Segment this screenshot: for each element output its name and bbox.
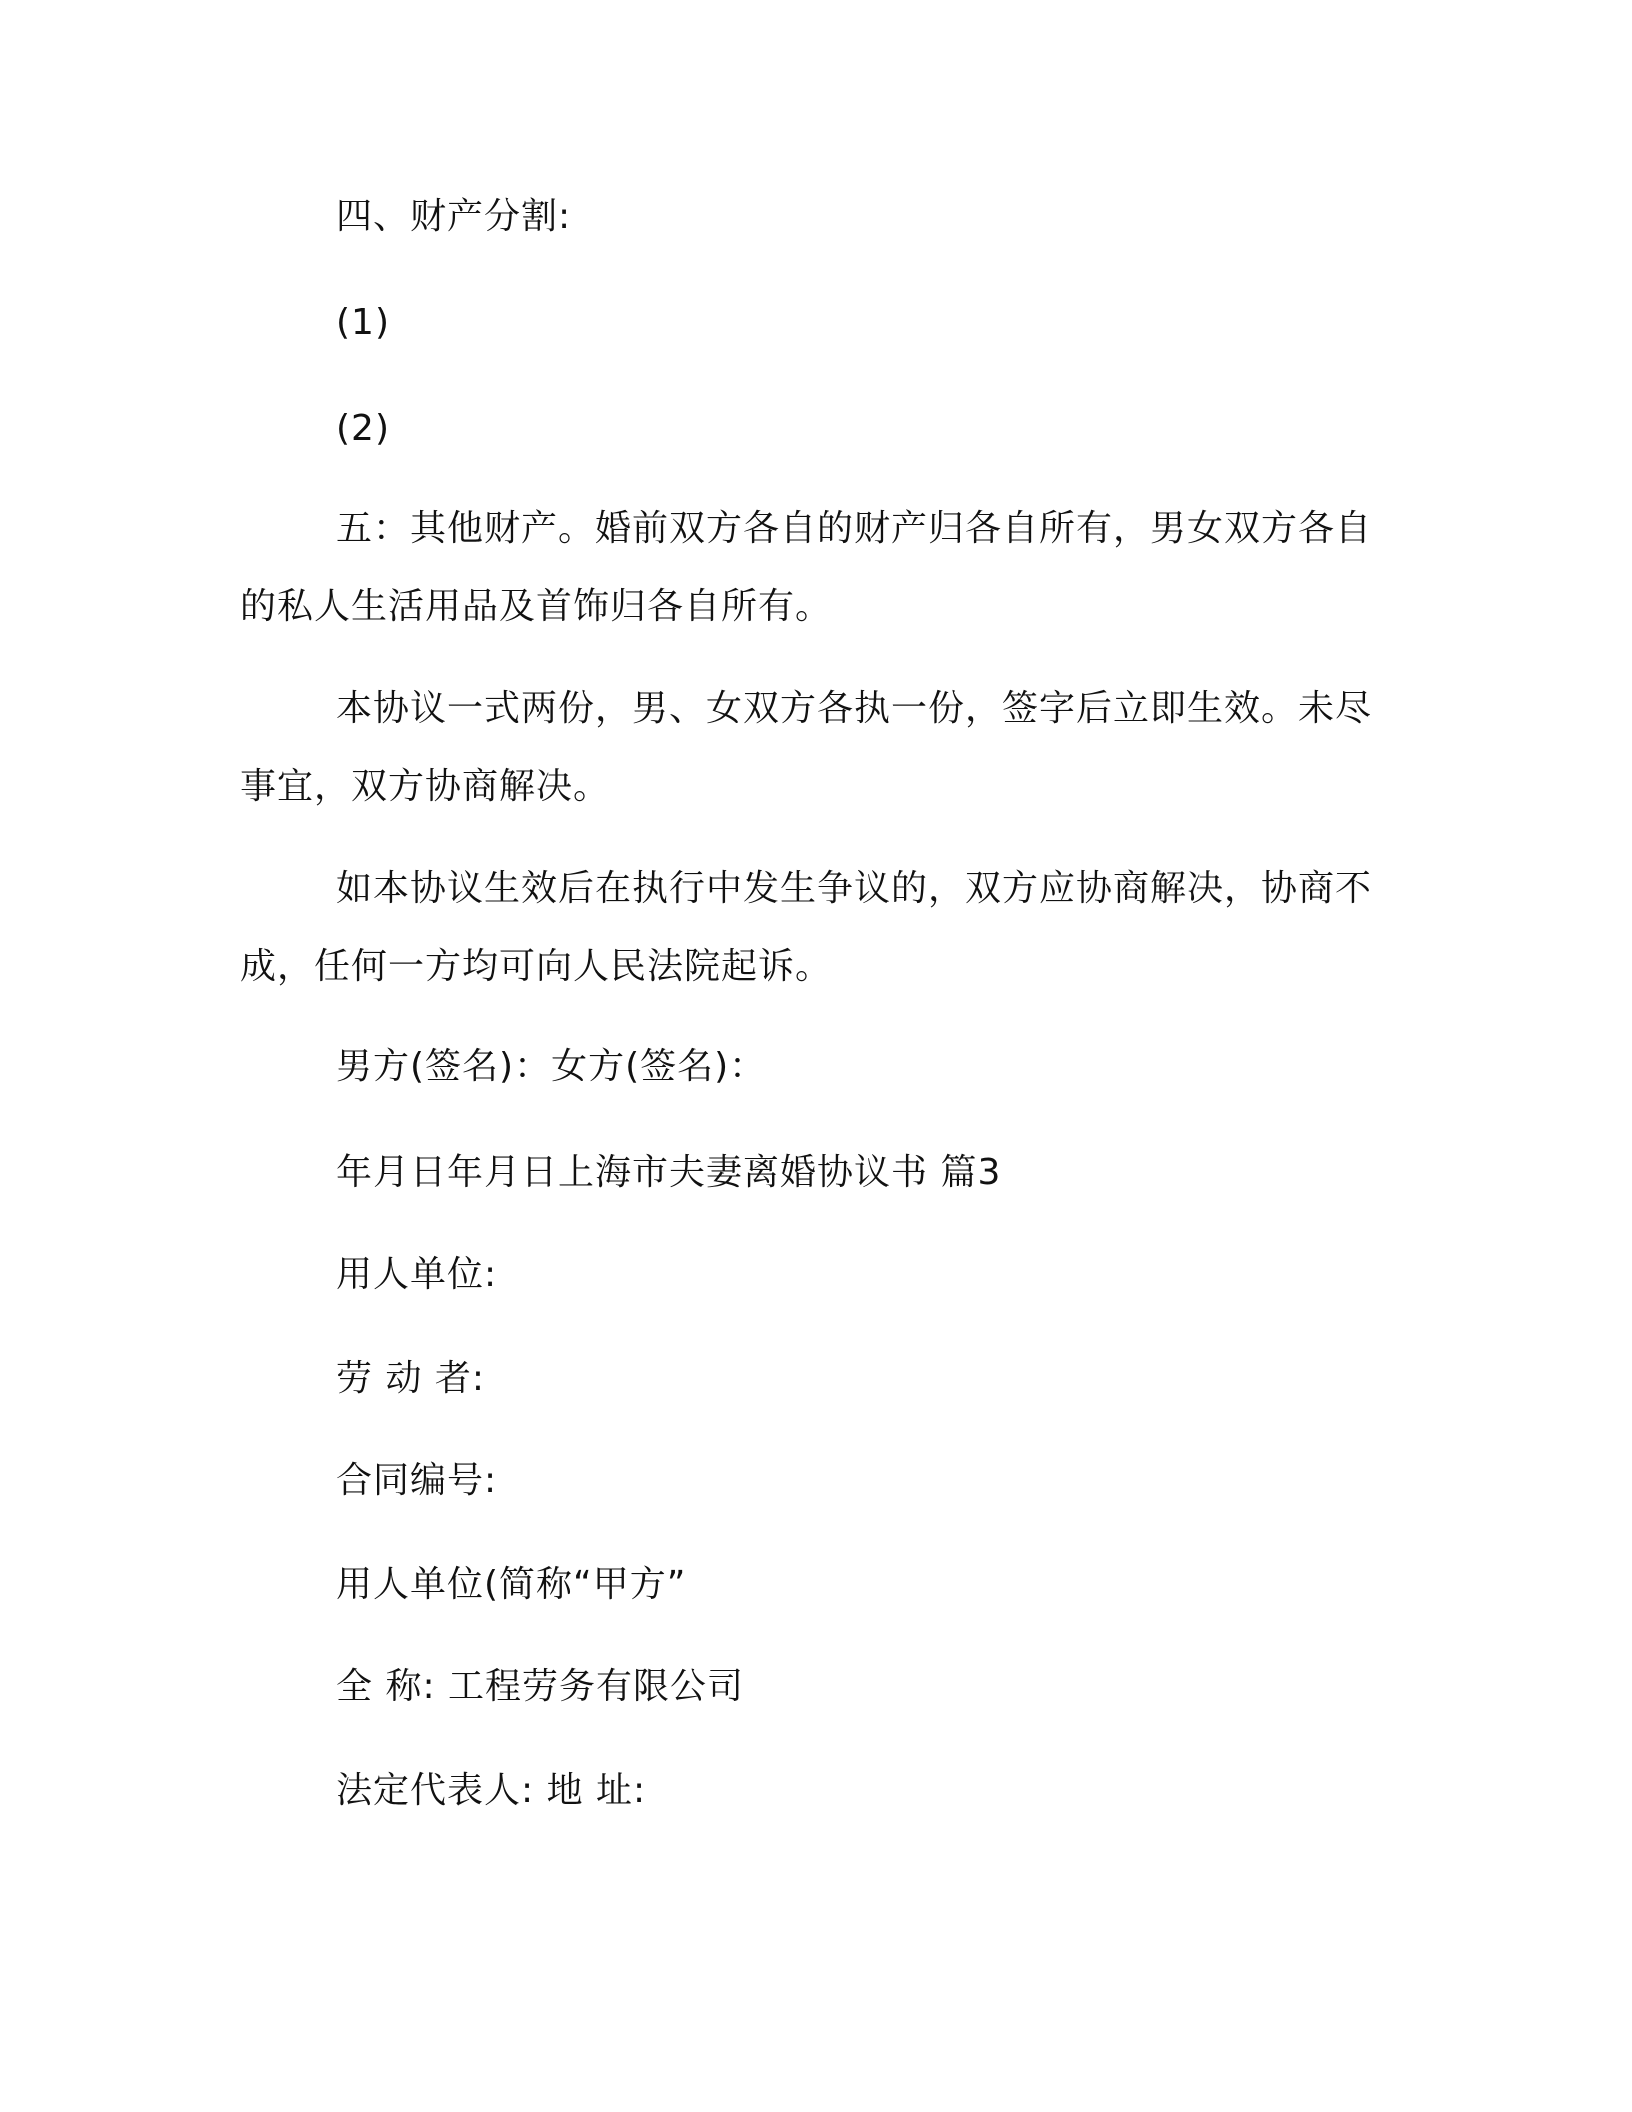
legal-rep-address-line: 法定代表人: 地 址: bbox=[336, 1770, 647, 1811]
paragraph-agreement-copies: 本协议一式两份，男、女双方各执一份，签字后立即生效。未尽事宜，双方协商解决。 bbox=[240, 688, 1373, 807]
employer-field-label: 用人单位: bbox=[336, 1254, 498, 1295]
full-name-line: 全 称: 工程劳务有限公司 bbox=[336, 1666, 745, 1707]
employer-party-a-line: 用人单位(简称“甲方” bbox=[336, 1564, 687, 1605]
list-item-2: (2) bbox=[336, 408, 390, 449]
signature-line: 男方(签名)：女方(签名)： bbox=[336, 1046, 767, 1087]
paragraph-dispute-resolution: 如本协议生效后在执行中发生争议的，双方应协商解决，协商不成，任何一方均可向人民法院起诉。 bbox=[240, 868, 1373, 987]
paragraph-other-property: 五：其他财产。婚前双方各自的财产归各自所有，男女双方各自的私人生活用品及首饰归各自所有。 bbox=[240, 508, 1373, 627]
worker-field-label: 劳 动 者: bbox=[336, 1358, 486, 1399]
list-item-1: (1) bbox=[336, 302, 390, 343]
date-and-title-line: 年月日年月日上海市夫妻离婚协议书 篇3 bbox=[336, 1152, 1002, 1193]
section-heading-property-division: 四、财产分割: bbox=[336, 196, 572, 237]
contract-number-label: 合同编号: bbox=[336, 1460, 498, 1501]
